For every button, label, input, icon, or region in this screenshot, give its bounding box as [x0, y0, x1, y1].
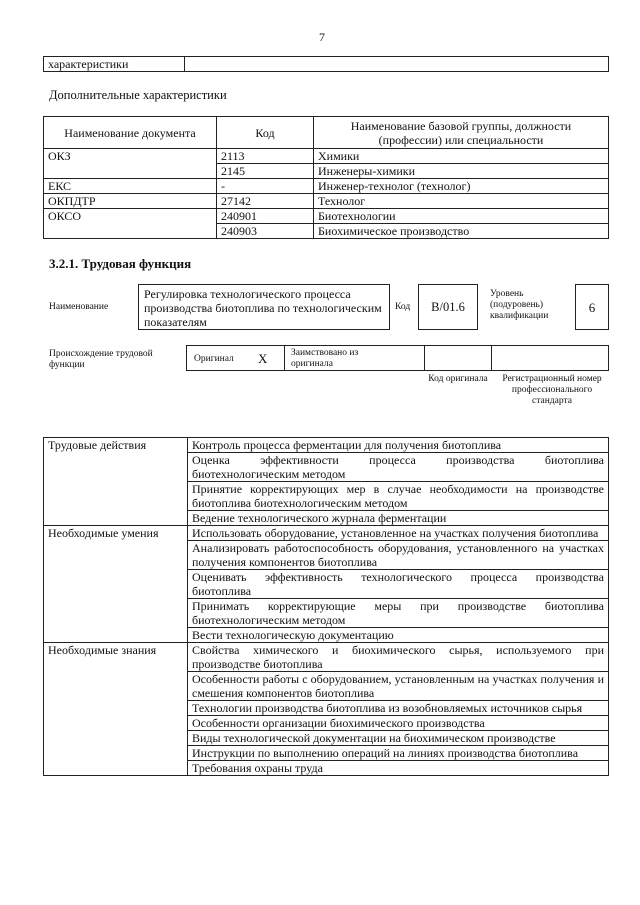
table-header-row [44, 117, 609, 149]
table-row [44, 438, 609, 453]
list-item: Виды технологической документации на биохимическом производстве [188, 731, 609, 746]
list-item: Анализировать работоспособность оборудования, установленного на участках получения компонентов биотоплива [188, 541, 609, 570]
list-item: Свойства химического и биохимического сырья, используемого при производстве биотоплива [188, 643, 609, 672]
table-row: ОКЗ 2113 Химики [44, 149, 609, 164]
origin-borrowed-box [284, 345, 425, 371]
header-group-name: Наименование базовой группы, должности (профессии) или специальности [314, 117, 609, 149]
list-item: Требования охраны труда [188, 761, 609, 776]
function-details-table [43, 437, 609, 776]
top-row-value [185, 57, 609, 72]
additional-heading: Дополнительные характеристики [49, 88, 227, 102]
list-item: Особенности организации биохимического производства [188, 716, 609, 731]
list-item: Принятие корректирующих мер в случае необходимости на производстве биотоплива биотехнологическим методом [188, 482, 609, 511]
table-row: ЕКС - Инженер-технолог (технолог) [44, 179, 609, 194]
origin-code-box [424, 345, 492, 371]
origin-label: Происхождение трудовой функции [49, 349, 153, 370]
required-skills-label: Необходимые умения [44, 526, 188, 643]
labor-actions-label: Трудовые действия [44, 438, 188, 526]
qualification-level-value: 6 [588, 300, 596, 315]
required-knowledge-label: Необходимые знания [44, 643, 188, 776]
list-item: Вести технологическую документацию [188, 628, 609, 643]
header-document: Наименование документа [44, 117, 217, 149]
origin-reg-number-box [491, 345, 609, 371]
list-item: Ведение технологического журнала ферментации [188, 511, 609, 526]
function-name-value: Регулировка технологического процесса производства биотоплива по технологическим показателям [144, 287, 382, 329]
list-item: Инструкции по выполнению операций на линиях производства биотоплива [188, 746, 609, 761]
qualification-level-label: Уровень (подуровень) квалификации [490, 289, 549, 321]
list-item: Технологии производства биотоплива из возобновляемых источников сырья [188, 701, 609, 716]
list-item: Использовать оборудование, установленное на участках получения биотоплива [188, 526, 609, 541]
list-item: Принимать корректирующие меры при производстве биотоплива биотехнологическим методом [188, 599, 609, 628]
origin-borrowed-label: Заимствовано из оригинала [291, 348, 359, 369]
origin-code-caption: Код оригинала [428, 374, 488, 384]
section-title: 3.2.1. Трудовая функция [49, 256, 192, 271]
origin-original-mark: X [258, 351, 268, 366]
function-name-box [138, 284, 390, 330]
header-code: Код [217, 117, 314, 149]
table-row: ОКСО 240901 Биотехнологии [44, 209, 609, 224]
function-code-label: Код [395, 302, 411, 312]
table-row [44, 643, 609, 672]
list-item: Контроль процесса ферментации для получения биотоплива [188, 438, 609, 453]
top-continuation-row [43, 56, 609, 72]
top-row-label: характеристики [44, 57, 185, 72]
origin-original-label: Оригинал [194, 354, 234, 364]
origin-reg-caption: Регистрационный номер профессионального стандарта [502, 374, 602, 406]
additional-characteristics-table [43, 116, 609, 239]
function-code-box [418, 284, 478, 330]
table-row: 2145 Инженеры-химики [44, 164, 609, 179]
list-item: Особенности работы с оборудованием, установленным на участках получения и смешения компонентов биотоплива [188, 672, 609, 701]
origin-original-box [186, 345, 285, 371]
function-name-label: Наименование [49, 302, 109, 312]
function-code-value: В/01.6 [431, 300, 465, 314]
qualification-level-box [575, 284, 609, 330]
table-row: 240903 Биохимическое производство [44, 224, 609, 239]
page-number: 7 [319, 30, 325, 44]
table-row: ОКПДТР 27142 Технолог [44, 194, 609, 209]
list-item: Оценка эффективности процесса производства биотоплива биотехнологическим методом [188, 453, 609, 482]
table-row [44, 526, 609, 541]
list-item: Оценивать эффективность технологического процесса производства биотоплива [188, 570, 609, 599]
